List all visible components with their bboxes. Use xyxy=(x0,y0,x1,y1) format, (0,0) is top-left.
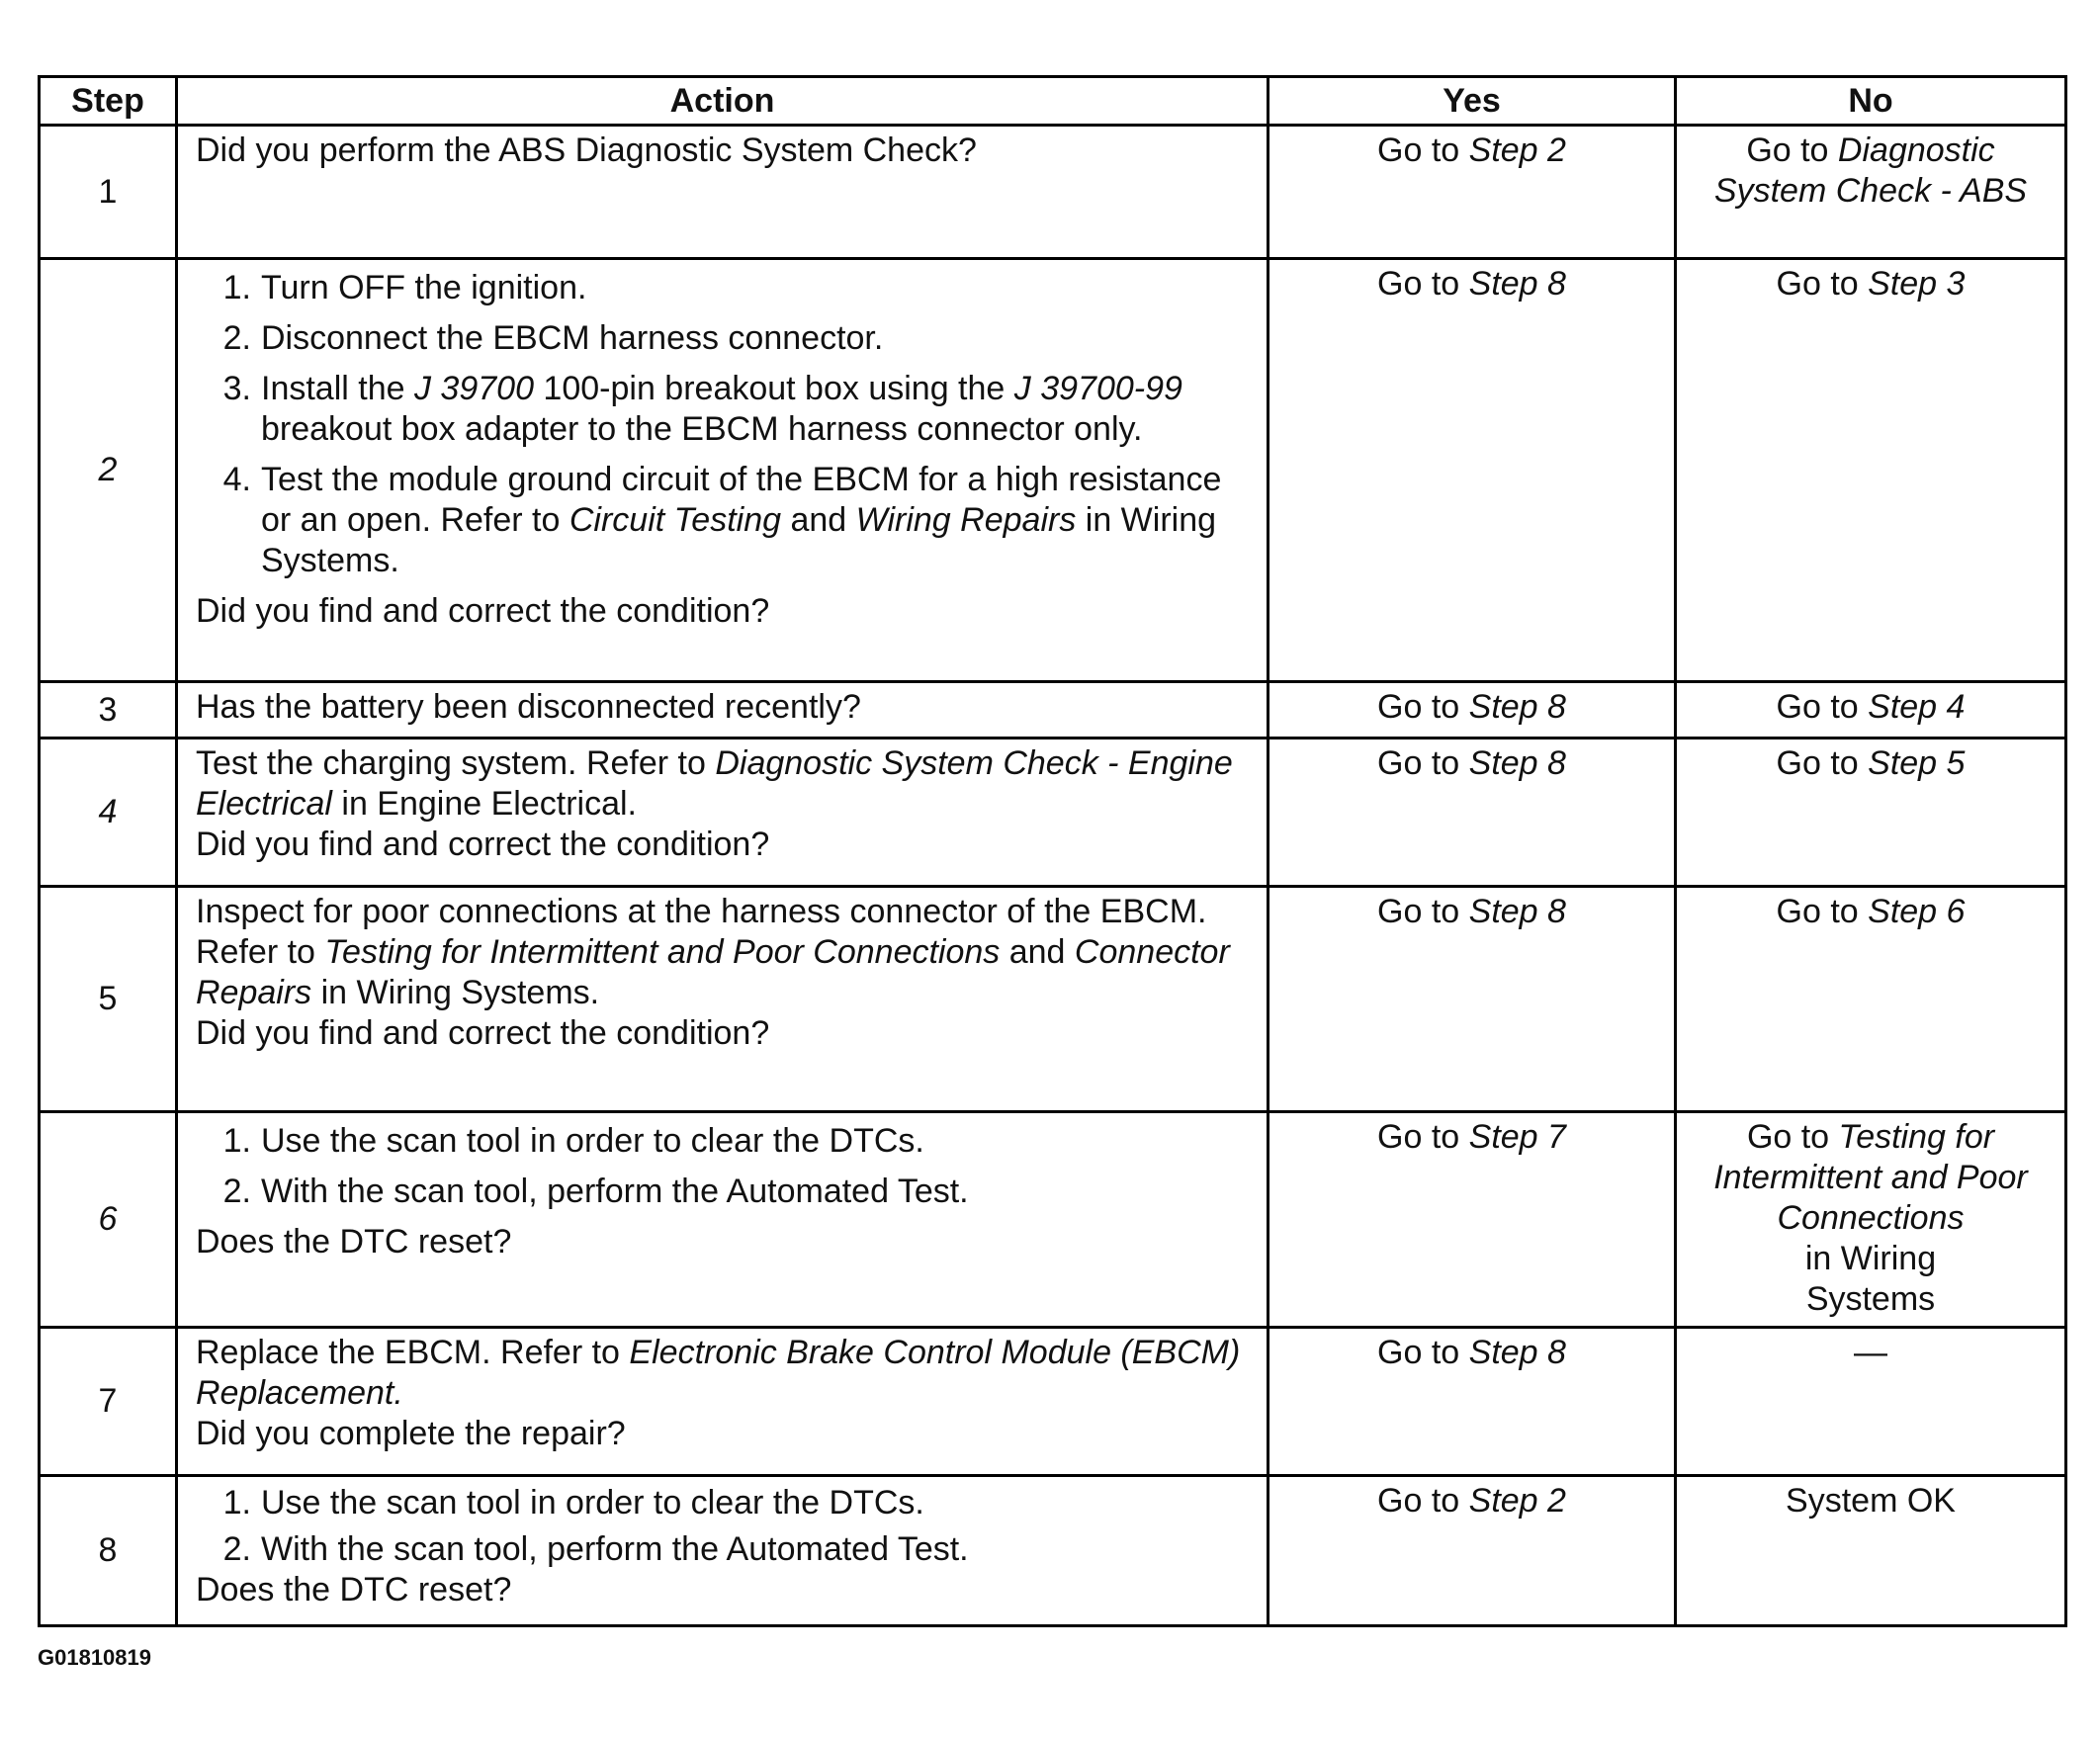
list-item: 2. Disconnect the EBCM harness connector. xyxy=(222,319,884,357)
action-text: Inspect for poor connections at the harness connector of the EBCM. Refer to Testing for Intermittent and Poor Connections and Connector Repairs in Wiring Systems. xyxy=(196,893,1230,1011)
yes-result: Go to Step 8 xyxy=(1377,688,1566,726)
step-number: 2 xyxy=(40,259,177,682)
step-number: 1 xyxy=(40,126,177,259)
step-number: 5 xyxy=(40,887,177,1112)
yes-result: Go to Step 2 xyxy=(1377,131,1566,169)
yes-result: Go to Step 2 xyxy=(1377,1482,1566,1520)
action-steps xyxy=(196,1117,1249,1222)
table-row xyxy=(40,126,2066,259)
action-cell xyxy=(177,1112,1269,1328)
action-steps xyxy=(196,1481,1249,1570)
header-yes: Yes xyxy=(1269,77,1676,126)
action-cell xyxy=(177,126,1269,259)
list-item: 2. With the scan tool, perform the Automated Test. xyxy=(222,1530,969,1568)
table-row xyxy=(40,1476,2066,1626)
table-row xyxy=(40,887,2066,1112)
list-item: 3. Install the J 39700 100-pin breakout box using the J 39700-99 breakout box adapter to the EBCM harness connector only. xyxy=(222,370,1182,448)
action-cell xyxy=(177,682,1269,739)
yes-cell xyxy=(1269,1112,1676,1328)
yes-result: Go to Step 8 xyxy=(1377,893,1566,930)
action-question: Did you find and correct the condition? xyxy=(196,592,770,630)
no-cell xyxy=(1676,887,2066,1112)
no-result: Go to Step 3 xyxy=(1776,265,1966,303)
no-cell xyxy=(1676,1328,2066,1476)
action-question: Does the DTC reset? xyxy=(196,1571,512,1609)
header-step: Step xyxy=(40,77,177,126)
figure-code: G01810819 xyxy=(38,1645,151,1670)
action-question: Has the battery been disconnected recently? xyxy=(196,688,861,726)
action-question: Did you find and correct the condition? xyxy=(196,1014,770,1052)
action-cell xyxy=(177,739,1269,887)
no-cell xyxy=(1676,1112,2066,1328)
list-item: 2. With the scan tool, perform the Automated Test. xyxy=(222,1173,969,1210)
header-row xyxy=(40,77,2066,126)
step-number: 3 xyxy=(40,682,177,739)
action-cell xyxy=(177,887,1269,1112)
action-cell xyxy=(177,1328,1269,1476)
step-number: 8 xyxy=(40,1476,177,1626)
yes-cell xyxy=(1269,682,1676,739)
action-text: Test the charging system. Refer to Diagnostic System Check - Engine Electrical in Engine Electrical. xyxy=(196,744,1233,823)
table-row xyxy=(40,682,2066,739)
no-cell xyxy=(1676,739,2066,887)
action-cell xyxy=(177,259,1269,682)
action-cell xyxy=(177,1476,1269,1626)
no-cell xyxy=(1676,682,2066,739)
no-result: Go to Testing for Intermittent and Poor Connections xyxy=(1713,1118,2028,1237)
yes-cell xyxy=(1269,1476,1676,1626)
yes-cell xyxy=(1269,739,1676,887)
no-result: Go to Step 6 xyxy=(1776,893,1966,930)
no-cell xyxy=(1676,1476,2066,1626)
no-cell xyxy=(1676,259,2066,682)
yes-cell xyxy=(1269,259,1676,682)
action-question: Does the DTC reset? xyxy=(196,1223,512,1261)
no-result: System OK xyxy=(1786,1482,1956,1520)
yes-cell xyxy=(1269,1328,1676,1476)
no-result-suffix: in Wiring Systems xyxy=(1804,1240,1937,1318)
action-question: Did you complete the repair? xyxy=(196,1415,626,1452)
action-question: Did you perform the ABS Diagnostic System Check? xyxy=(196,131,977,169)
action-steps xyxy=(196,264,1249,591)
no-result: — xyxy=(1854,1334,1887,1371)
yes-result: Go to Step 8 xyxy=(1377,265,1566,303)
list-item: 1. Use the scan tool in order to clear the DTCs. xyxy=(222,1122,924,1160)
no-result: Go to Step 5 xyxy=(1776,744,1966,782)
header-action: Action xyxy=(177,77,1269,126)
yes-cell xyxy=(1269,126,1676,259)
list-item: 1. Use the scan tool in order to clear the DTCs. xyxy=(222,1484,924,1522)
table-row xyxy=(40,739,2066,887)
list-item: 4. Test the module ground circuit of the EBCM for a high resistance or an open. Refer to Circuit Testing and Wiring Repairs in Wiring Systems. xyxy=(222,461,1222,579)
diagnostic-table xyxy=(38,75,2067,1627)
table-row xyxy=(40,259,2066,682)
list-item: 1. Turn OFF the ignition. xyxy=(222,269,587,306)
yes-result: Go to Step 8 xyxy=(1377,744,1566,782)
header-no: No xyxy=(1676,77,2066,126)
yes-result: Go to Step 8 xyxy=(1377,1334,1566,1371)
step-number: 7 xyxy=(40,1328,177,1476)
no-cell xyxy=(1676,126,2066,259)
step-number: 6 xyxy=(40,1112,177,1328)
yes-cell xyxy=(1269,887,1676,1112)
action-question: Did you find and correct the condition? xyxy=(196,826,770,863)
no-result: Go to Step 4 xyxy=(1776,688,1966,726)
yes-result: Go to Step 7 xyxy=(1377,1118,1566,1156)
no-result: Go to Diagnostic System Check - ABS xyxy=(1713,131,2028,210)
step-number: 4 xyxy=(40,739,177,887)
action-text: Replace the EBCM. Refer to Electronic Brake Control Module (EBCM) Replacement. xyxy=(196,1334,1241,1412)
table-row xyxy=(40,1328,2066,1476)
table-row xyxy=(40,1112,2066,1328)
